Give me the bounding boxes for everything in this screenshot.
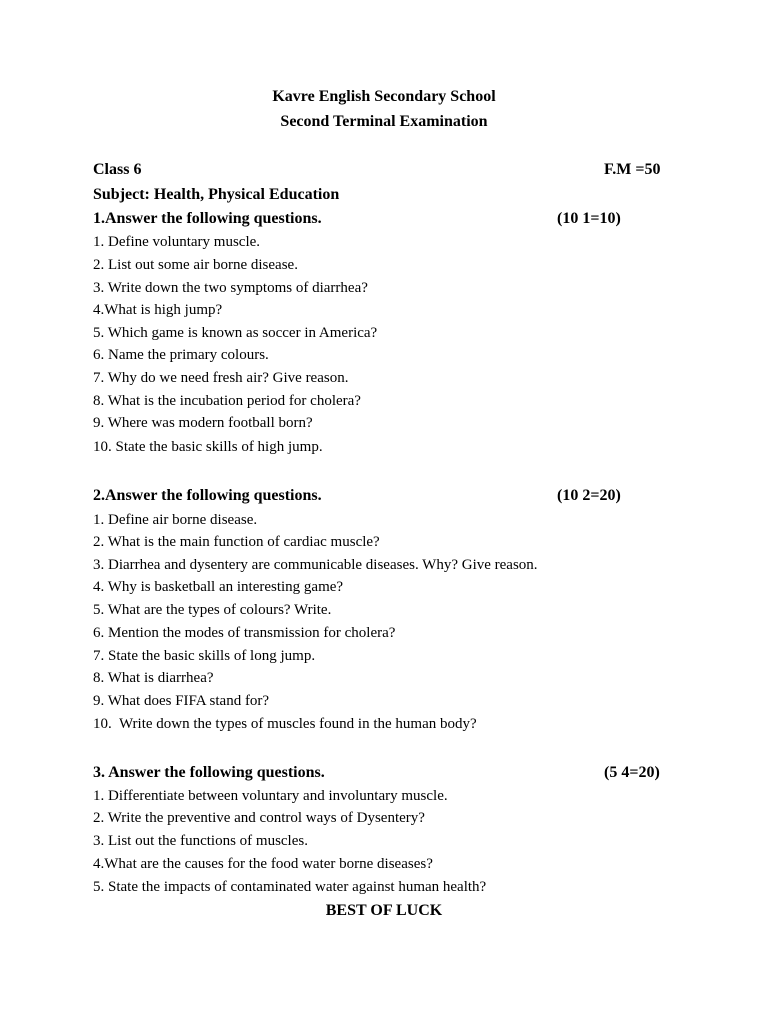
section-2-marks: (10 2=20) [557, 487, 621, 504]
class-label: Class 6 [93, 161, 142, 178]
question-2-9: 9. What does FIFA stand for? [93, 693, 270, 709]
section-2-heading: 2.Answer the following questions. [93, 487, 322, 504]
question-1-3: 3. Write down the two symptoms of diarrhea? [93, 280, 368, 296]
closing-message: BEST OF LUCK [325, 902, 443, 919]
question-2-5: 5. What are the types of colours? Write. [93, 602, 332, 618]
question-1-5: 5. Which game is known as soccer in America? [93, 325, 378, 341]
question-1-10: 10. State the basic skills of high jump. [93, 439, 323, 455]
question-1-4: 4.What is high jump? [93, 302, 223, 318]
question-2-3: 3. Diarrhea and dysentery are communicable diseases. Why? Give reason. [93, 557, 538, 573]
question-3-3: 3. List out the functions of muscles. [93, 833, 308, 849]
question-1-6: 6. Name the primary colours. [93, 347, 269, 363]
section-1-marks: (10 1=10) [557, 210, 621, 227]
full-marks: F.M =50 [604, 161, 661, 178]
question-2-10: 10. Write down the types of muscles found in the human body? [93, 716, 477, 732]
question-1-9: 9. Where was modern football born? [93, 415, 313, 431]
question-3-1: 1. Differentiate between voluntary and involuntary muscle. [93, 788, 448, 804]
section-3-marks: (5 4=20) [604, 764, 660, 781]
question-3-4: 4.What are the causes for the food water borne diseases? [93, 856, 433, 872]
question-2-7: 7. State the basic skills of long jump. [93, 648, 316, 664]
question-2-8: 8. What is diarrhea? [93, 670, 214, 686]
question-1-8: 8. What is the incubation period for cholera? [93, 393, 361, 409]
section-3-heading: 3. Answer the following questions. [93, 764, 325, 781]
question-1-7: 7. Why do we need fresh air? Give reason. [93, 370, 349, 386]
question-1-1: 1. Define voluntary muscle. [93, 234, 261, 250]
exam-name: Second Terminal Examination [280, 113, 488, 130]
question-2-6: 6. Mention the modes of transmission for cholera? [93, 625, 396, 641]
subject-line: Subject: Health, Physical Education [93, 186, 340, 203]
question-2-1: 1. Define air borne disease. [93, 512, 258, 528]
section-1-heading: 1.Answer the following questions. [93, 210, 322, 227]
school-name: Kavre English Secondary School [272, 88, 496, 105]
question-1-2: 2. List out some air borne disease. [93, 257, 298, 273]
question-3-5: 5. State the impacts of contaminated water against human health? [93, 879, 487, 895]
question-2-4: 4. Why is basketball an interesting game? [93, 579, 344, 595]
question-2-2: 2. What is the main function of cardiac muscle? [93, 534, 380, 550]
question-3-2: 2. Write the preventive and control ways of Dysentery? [93, 810, 425, 826]
